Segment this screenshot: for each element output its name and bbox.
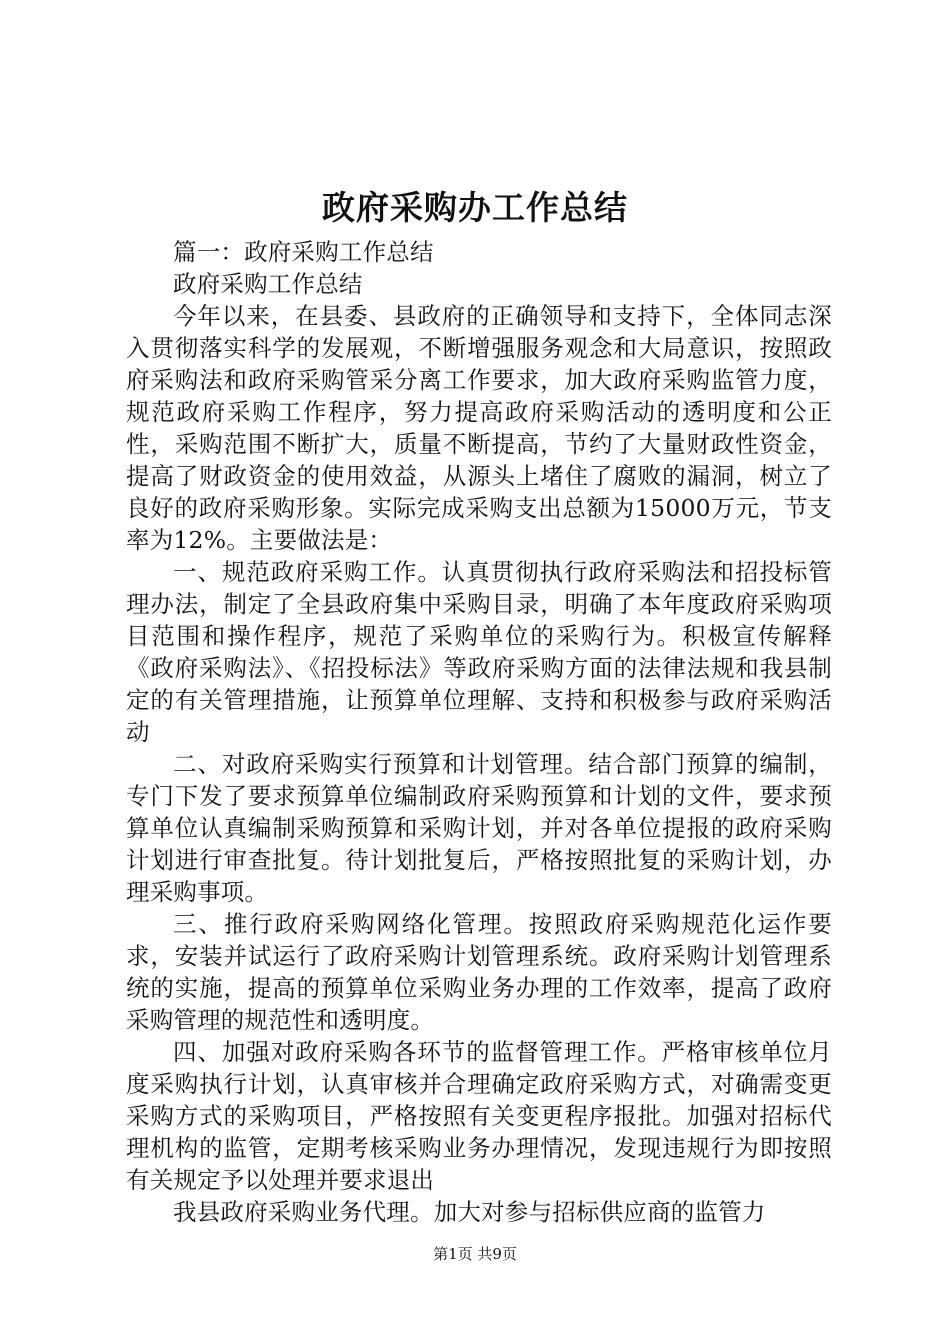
document-body [126,236,832,1228]
paragraph-point-3: 三、推行政府采购网络化管理。按照政府采购规范化运作要求，安装并试运行了政府采购计划管理系统。政府采购计划管理系统的实施，提高的预算单位采购业务办理的工作效率，提高了政府采购管理的规范性和透明度。 [126,910,832,1034]
paragraph-point-4: 四、加强对政府采购各环节的监督管理工作。严格审核单位月度采购执行计划，认真审核并合理确定政府采购方式，对确需变更采购方式的采购项目，严格按照有关变更程序报批。加强对招标代理机构的监管，定期考核采购业务办理情况，发现违规行为即按照有关规定予以处理并要求退出 [126,1038,832,1194]
document-title: 政府采购办工作总结 [322,188,628,227]
paragraph-continued: 我县政府采购业务代理。加大对参与招标供应商的监管力 [173,1198,766,1226]
paragraph-point-1: 一、规范政府采购工作。认真贯彻执行政府采购法和招投标管理办法，制定了全县政府集中采购目录，明确了本年度政府采购项目范围和操作程序，规范了采购单位的采购行为。积极宣传解释《政府采购法》、《招投标法》等政府采购方面的法律法规和我县制定的有关管理措施，让预算单位理解、支持和积极参与政府采购活动 [126,558,832,746]
paragraph-section-heading: 篇一：政府采购工作总结 [173,238,434,266]
page-footer: 第1页 共9页 [433,1245,517,1263]
paragraph-subtitle: 政府采购工作总结 [173,270,363,298]
paragraph-point-2: 二、对政府采购实行预算和计划管理。结合部门预算的编制，专门下发了要求预算单位编制政府采购预算和计划的文件，要求预算单位认真编制采购预算和采购计划，并对各单位提报的政府采购计划进行审查批复。待计划批复后，严格按照批复的采购计划，办理采购事项。 [126,750,832,906]
paragraph-intro: 今年以来，在县委、县政府的正确领导和支持下，全体同志深入贯彻落实科学的发展观，不断增强服务观念和大局意识，按照政府采购法和政府采购管采分离工作要求，加大政府采购监管力度，规范政府采购工作程序，努力提高政府采购活动的透明度和公正性，采购范围不断扩大，质量不断提高，节约了大量财政性资金，提高了财政资金的使用效益，从源头上堵住了腐败的漏洞，树立了良好的政府采购形象。实际完成采购支出总额为15000万元，节支率为12%。主要做法是： [126,302,832,554]
